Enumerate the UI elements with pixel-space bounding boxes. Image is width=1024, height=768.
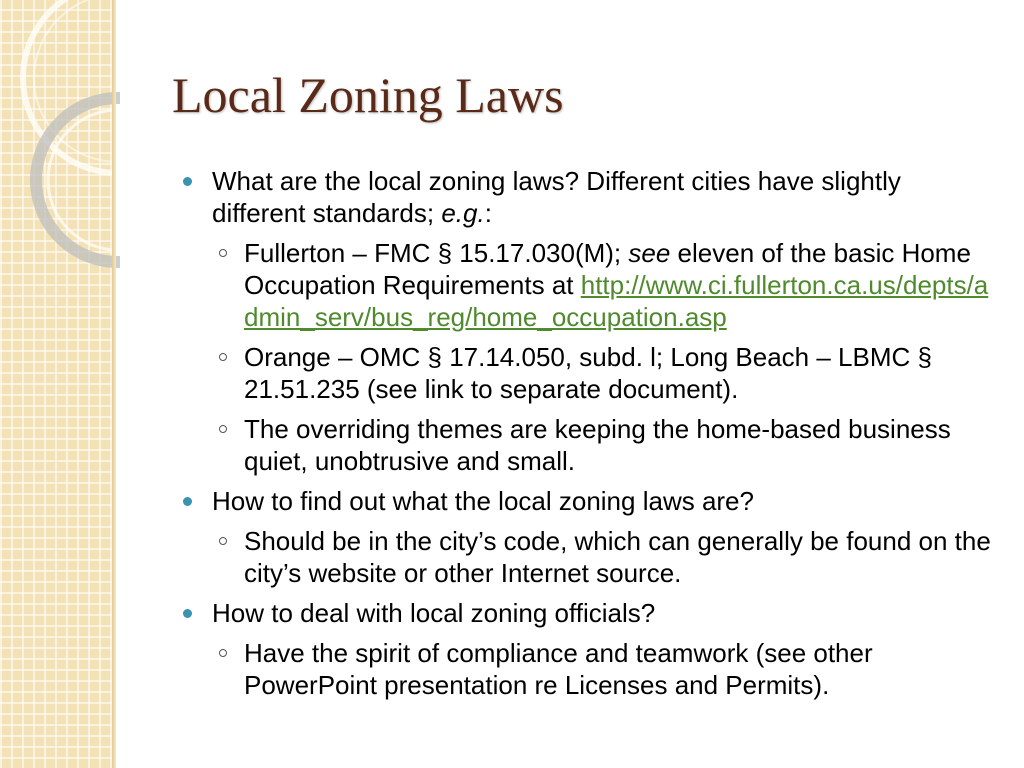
sub-bullet-ring-icon xyxy=(219,537,227,545)
sub-bullet-text: Orange – OMC § 17.14.050, subd. l; Long Beach – LBMC § 21.51.235 (see link to separate document). xyxy=(244,342,932,404)
sub-bullet-ring-icon xyxy=(219,425,227,433)
home-occupation-link[interactable]: http://www.ci.fullerton.ca.us/depts/admin_serv/bus_reg/home_occupation.asp xyxy=(244,270,989,332)
bullet-dot-icon xyxy=(183,497,192,506)
side-divider xyxy=(112,0,116,768)
bullet-text: How to find out what the local zoning laws are? xyxy=(212,486,754,516)
bullet-dot-icon xyxy=(183,609,192,618)
bullet-dot-icon xyxy=(183,177,192,186)
bullet-emphasis: e.g. xyxy=(441,198,485,228)
slide-content xyxy=(183,165,993,709)
sub-bullet-item xyxy=(183,341,993,405)
sub-bullet-text: Have the spirit of compliance and teamwork (see other PowerPoint presentation re Licenses and Permits). xyxy=(244,638,873,700)
bullet-item xyxy=(183,597,993,629)
sub-bullet-ring-icon xyxy=(219,249,227,257)
sub-bullet-emphasis: see xyxy=(628,238,671,268)
sub-bullet-item xyxy=(183,237,993,333)
sub-bullet-item xyxy=(183,637,993,701)
sub-bullet-ring-icon xyxy=(219,353,227,361)
sub-bullet-ring-icon xyxy=(219,649,227,657)
sub-bullet-item xyxy=(183,525,993,589)
bullet-text: What are the local zoning laws? Different cities have slightly different standards; xyxy=(212,166,901,228)
sub-bullet-item xyxy=(183,413,993,477)
sub-bullet-text-post: eleven of the basic Home Occupation Requirements at xyxy=(244,238,971,300)
decorative-circles xyxy=(0,0,120,768)
bullet-item xyxy=(183,485,993,517)
sub-bullet-text: Fullerton – FMC § 15.17.030(M); xyxy=(244,238,629,268)
bullet-item xyxy=(183,165,993,229)
sub-bullet-text: The overriding themes are keeping the home-based business quiet, unobtrusive and small. xyxy=(244,414,951,476)
bullet-text-tail: : xyxy=(484,198,492,228)
slide-title: Local Zoning Laws xyxy=(172,67,564,123)
sub-bullet-text: Should be in the city’s code, which can generally be found on the city’s website or other Internet source. xyxy=(244,526,991,588)
bullet-text: How to deal with local zoning officials? xyxy=(212,598,656,628)
